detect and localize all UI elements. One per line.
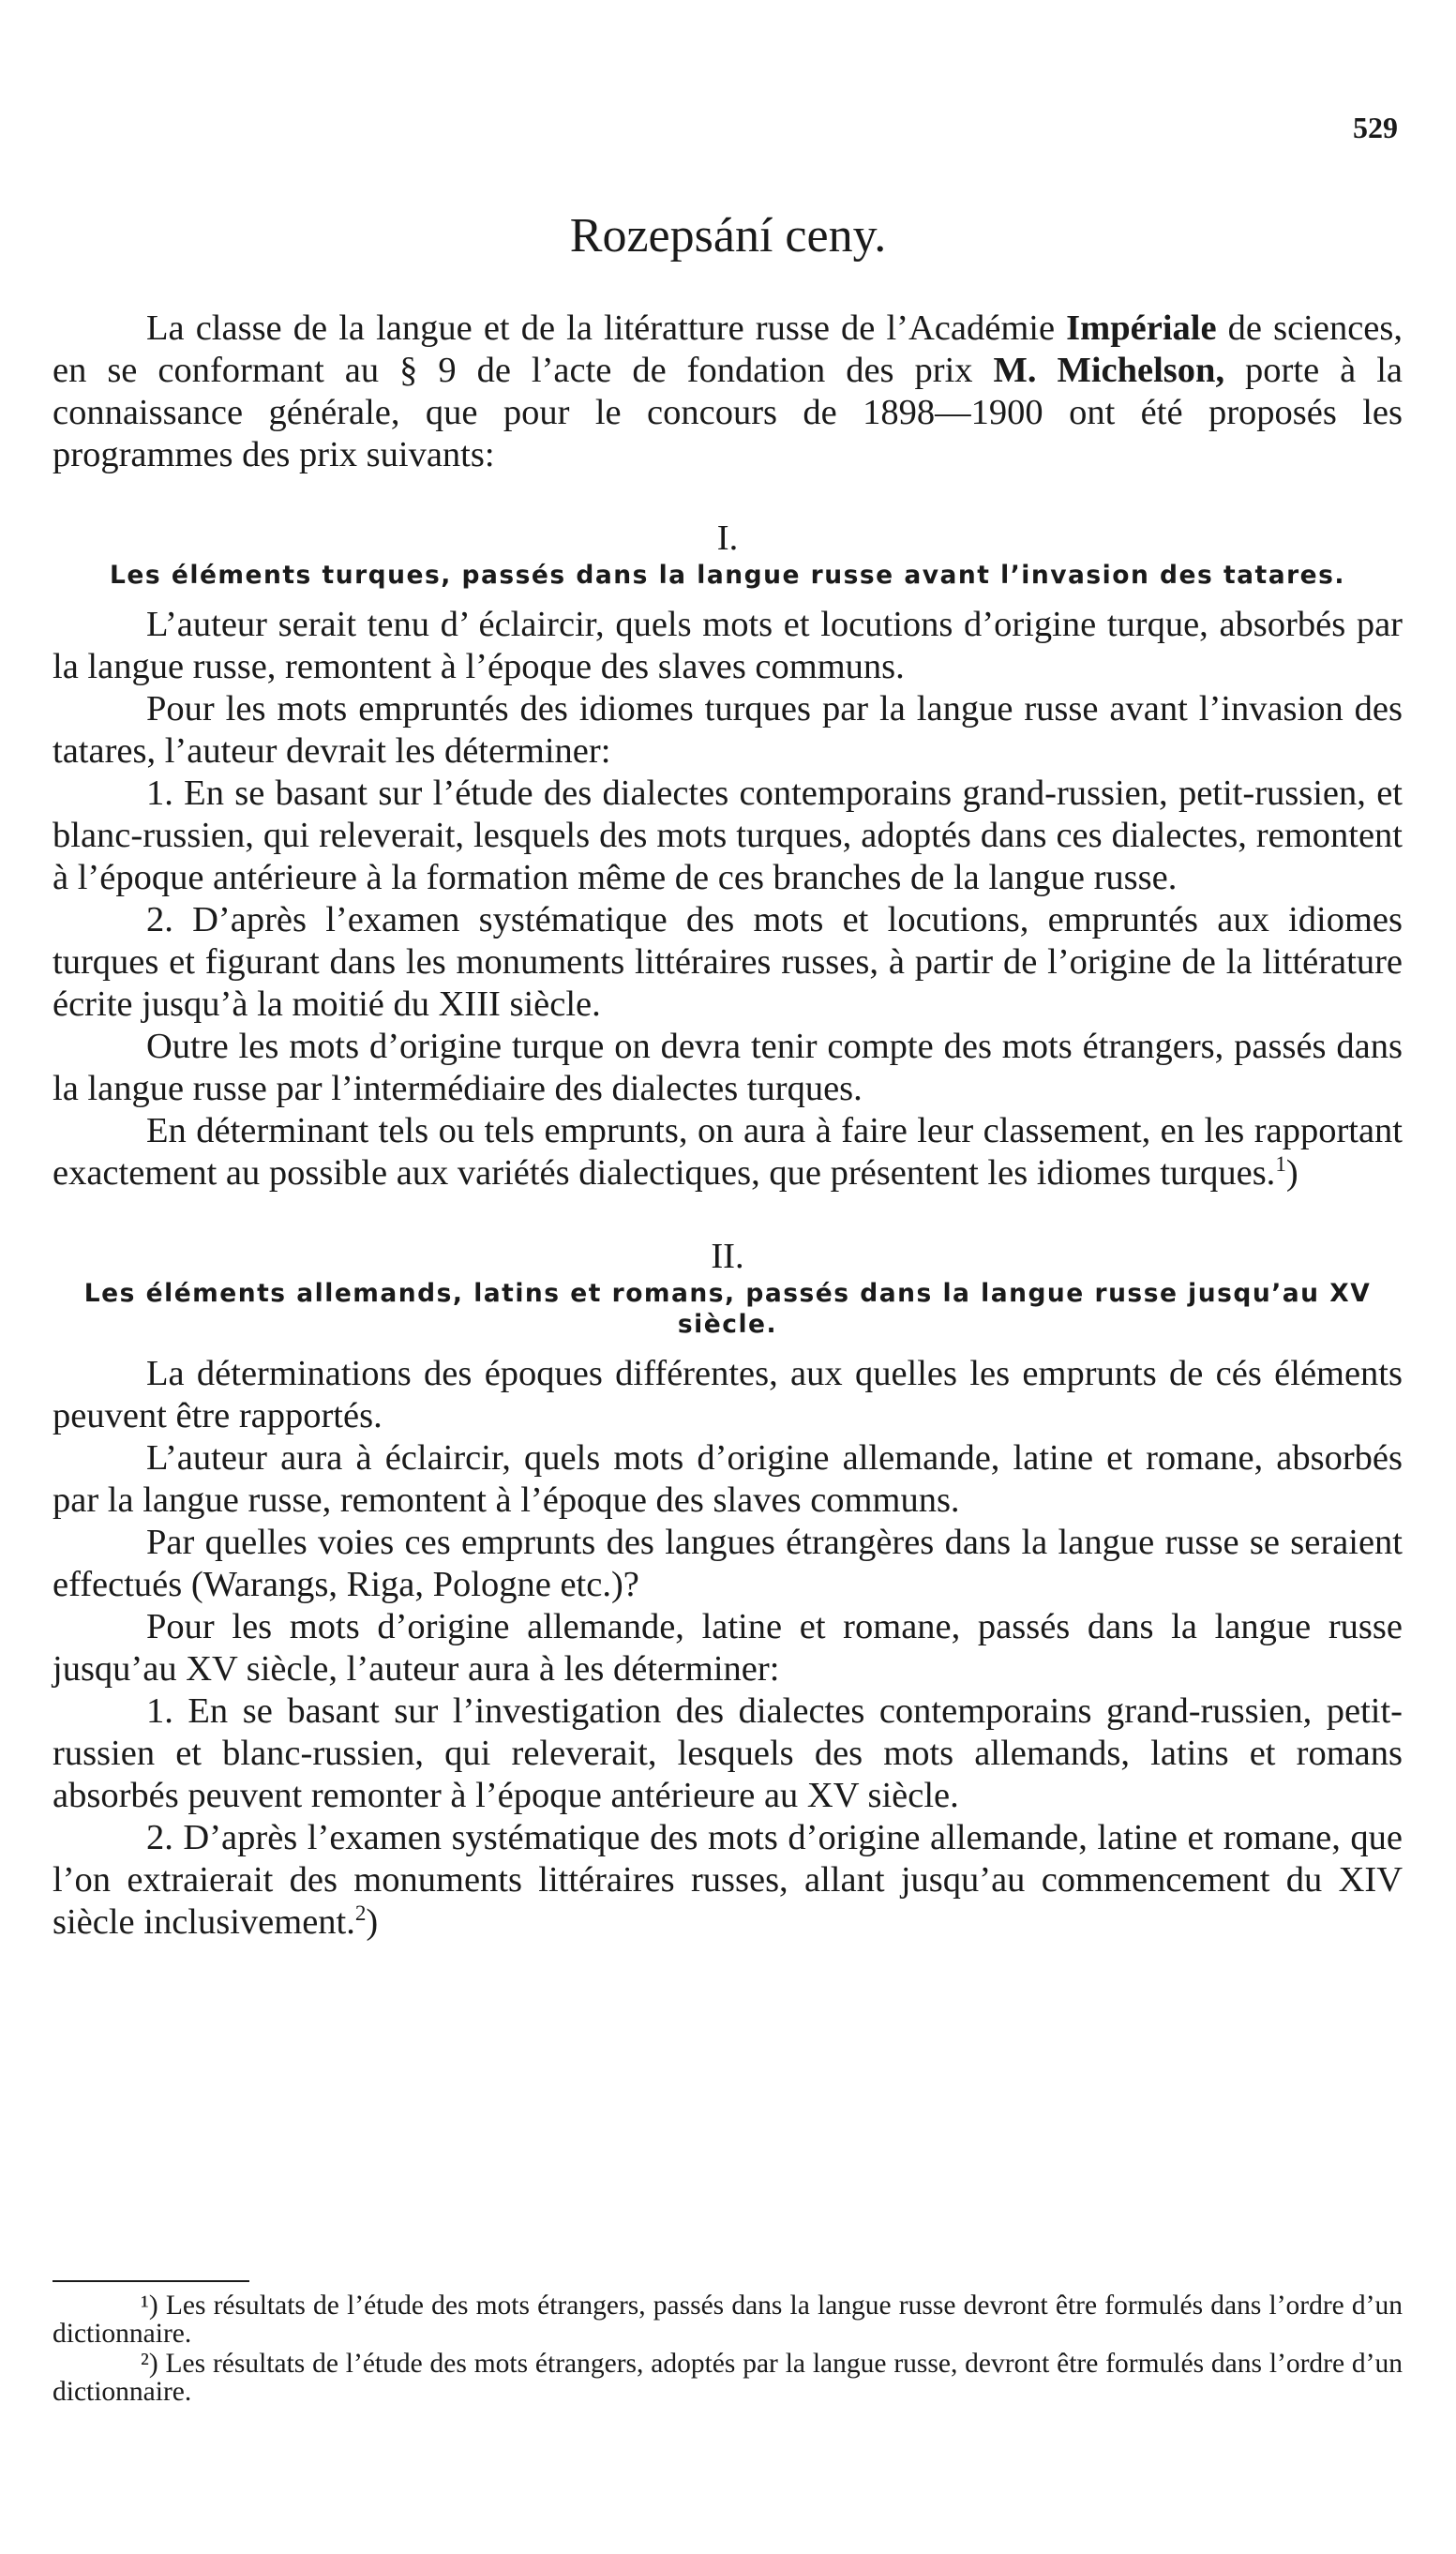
intro-bold-imperiale: Impériale — [1066, 308, 1217, 348]
footnote-1 — [53, 2291, 1403, 2348]
paragraph-text: 2. D’après l’examen systématique des mots d’origine allemande, latine et romane, que l’on extraierait des monuments littéraires russes, allant jusqu’au commencement du XIV siècle inclusivement. — [53, 1818, 1403, 1942]
footnote-2 — [53, 2350, 1403, 2406]
intro-text-2: de sciences, en se conformant au § 9 de l’acte de fondation des prix — [53, 308, 1403, 390]
intro-text-1: La classe de la langue et de la litératture russe de l’Académie — [146, 308, 1067, 348]
footnote-mark: ¹) — [141, 2291, 158, 2321]
paragraph: Pour les mots empruntés des idiomes turques par la langue russe avant l’invasion des tatares, l’auteur devrait les déterminer: — [53, 689, 1403, 771]
footnote-reference-2: 2 — [354, 1900, 367, 1926]
footnote-divider — [53, 2280, 249, 2282]
paragraph: La déterminations des époques différentes, aux quelles les emprunts de cés éléments peuvent être rapportés. — [53, 1354, 1403, 1435]
paragraph: 1. En se basant sur l’investigation des dialectes contemporains grand-russien, petit-russien et blanc-russien, qui releverait, lesquels des mots allemands, latins et romans absorbés peuvent remonter à l’époque antérieure au XV siècle. — [53, 1691, 1403, 1815]
paragraph: L’auteur serait tenu d’ éclaircir, quels mots et locutions d’origine turque, absorbés par la langue russe, remontent à l’époque des slaves communs. — [53, 605, 1403, 686]
intro-bold-michelson: M. Michelson, — [993, 351, 1225, 390]
section-heading-1: Les éléments turques, passés dans la langue russe avant l’invasion des tatares. — [110, 561, 1345, 590]
paragraph: 1. En se basant sur l’étude des dialectes contemporains grand-russien, petit-russien, et blanc-russien, qui releverait, lesquels des mots turques, adoptés dans ces dialectes, remontent à l’époque antérieure à la formation même de ces branches de la langue russe. — [53, 774, 1403, 897]
body-text — [53, 308, 1403, 1944]
footnote-reference-paren: ) — [366, 1902, 379, 1942]
footnotes — [53, 2291, 1403, 2408]
paragraph: L’auteur aura à éclaircir, quels mots d’origine allemande, latine et romane, absorbés par la langue russe, remontent à l’époque des slaves communs. — [53, 1438, 1403, 1520]
paragraph — [53, 1110, 1403, 1194]
footnote-mark: ²) — [141, 2349, 158, 2379]
page-title: Rozepsání ceny. — [569, 209, 887, 263]
intro-text-3: porte à la connaissance générale, que pour le concours de 1898—1900 ont été proposés les programmes des prix suivants: — [53, 351, 1403, 474]
intro-paragraph — [53, 308, 1403, 476]
footnote-reference-paren: ) — [1285, 1153, 1298, 1193]
paragraph: 2. D’après l’examen systématique des mots et locutions, empruntés aux idiomes turques et figurant dans les monuments littéraires russes, à partir de l’origine de la littérature écrite jusqu’à la moitié du XIII siècle. — [53, 900, 1403, 1024]
section-heading-2: Les éléments allemands, latins et romans, passés dans la langue russe jusqu’au XV siècle. — [83, 1279, 1372, 1339]
paragraph: Par quelles voies ces emprunts des langues étrangères dans la langue russe se seraient effectués (Warangs, Riga, Pologne etc.)? — [53, 1523, 1403, 1604]
paragraph: Pour les mots d’origine allemande, latine et romane, passés dans la langue russe jusqu’au XV siècle, l’auteur aura à les déterminer: — [53, 1607, 1403, 1689]
section-number-1: I. — [716, 518, 739, 558]
footnote-reference-1: 1 — [1275, 1151, 1286, 1177]
paragraph — [53, 1817, 1403, 1944]
section-number-2: II. — [711, 1237, 744, 1276]
paragraph-text: En déterminant tels ou tels emprunts, on aura à faire leur classement, en les rapportant exactement au possible aux variétés dialectiques, que présentent les idiomes turques. — [53, 1111, 1403, 1193]
page-number: 529 — [1353, 111, 1398, 144]
paragraph: Outre les mots d’origine turque on devra tenir compte des mots étrangers, passés dans la langue russe par l’intermédiaire des dialectes turques. — [53, 1027, 1403, 1108]
footnote-text: Les résultats de l’étude des mots étrangers, adoptés par la langue russe, devront être formulés dans l’ordre d’un dictionnaire. — [53, 2349, 1403, 2407]
footnote-text: Les résultats de l’étude des mots étrangers, passés dans la langue russe devront être formulés dans l’ordre d’un dictionnaire. — [53, 2291, 1403, 2349]
